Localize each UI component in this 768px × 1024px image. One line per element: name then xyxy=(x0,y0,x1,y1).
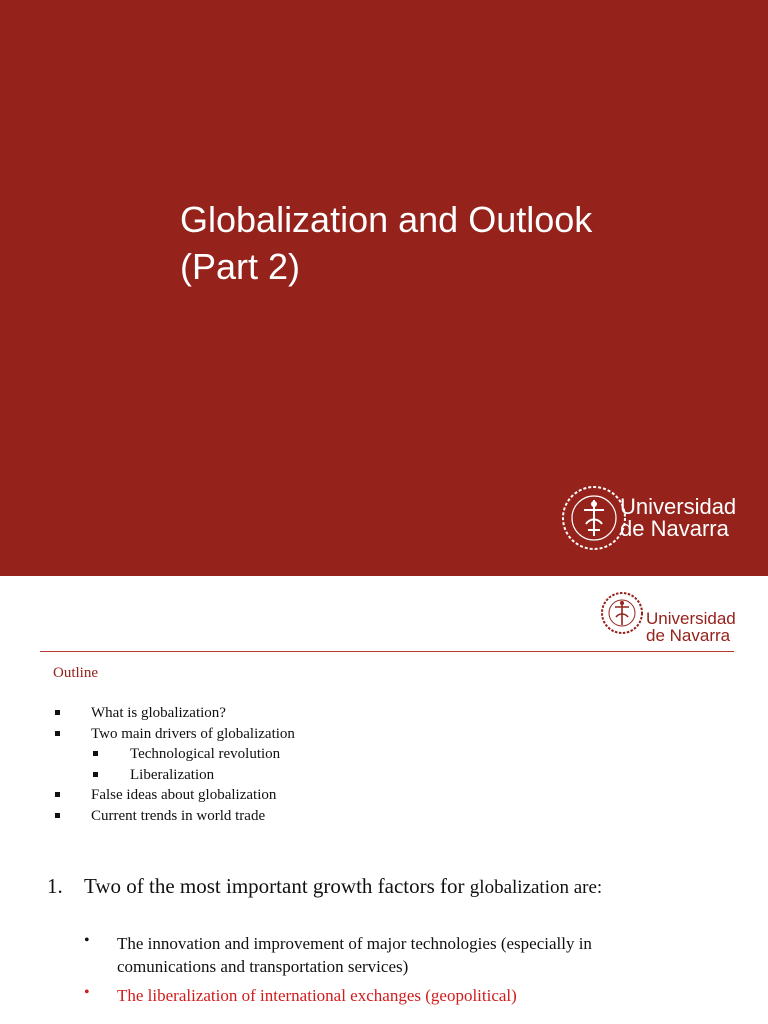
title-line-1: Globalization and Outlook xyxy=(180,199,593,240)
header-divider xyxy=(40,651,734,652)
university-name-line-1: Universidad xyxy=(620,494,737,519)
bullet-dot-icon: • xyxy=(84,932,90,949)
bullet-item xyxy=(0,932,677,984)
university-name-line-2: de Navarra xyxy=(620,516,729,541)
university-name-small-line-2: de Navarra xyxy=(646,626,731,645)
square-bullet-icon xyxy=(55,813,60,818)
bullet-text: The liberalization of international exchanges (geopolitical) xyxy=(117,986,517,1005)
numbered-point xyxy=(47,874,602,899)
bullet-item-highlighted xyxy=(0,984,677,1007)
university-name-small-line-1: Universidad xyxy=(646,609,736,628)
university-name-small xyxy=(646,610,736,644)
point-number: 1. xyxy=(47,874,63,898)
bullet-text: The innovation and improvement of major technologies (especially in comunications and transportation services) xyxy=(117,934,592,976)
point-text: Two of the most important growth factors for xyxy=(84,874,470,898)
square-bullet-icon xyxy=(55,792,60,797)
university-name xyxy=(620,496,736,540)
content-slide: Universidad de Navarra Outline What is globalization? Two main drivers of globalization Technological revolution Liberalization False ideas about globalization Current trends in world trade 1. Two of the most important growth factors for globalization are: • The innovation and improvement of major technologies (especially in comunications and transportation services) • The liberalization of international exchanges (geopolitical) xyxy=(0,576,768,1024)
bullet-list xyxy=(0,932,677,1007)
point-text-end: globalization are: xyxy=(469,877,603,898)
bullet-dot-icon: • xyxy=(84,984,90,1001)
square-bullet-icon xyxy=(93,751,98,756)
square-bullet-icon xyxy=(55,710,60,715)
university-seal-icon xyxy=(560,484,628,552)
title-line-2: (Part 2) xyxy=(180,246,301,287)
slide-title xyxy=(180,196,740,290)
university-logo-small xyxy=(600,588,750,644)
square-bullet-icon xyxy=(93,772,98,777)
square-bullet-icon xyxy=(55,731,60,736)
outline-heading: Outline xyxy=(53,665,98,681)
university-seal-icon xyxy=(600,588,644,638)
university-logo xyxy=(560,484,750,556)
